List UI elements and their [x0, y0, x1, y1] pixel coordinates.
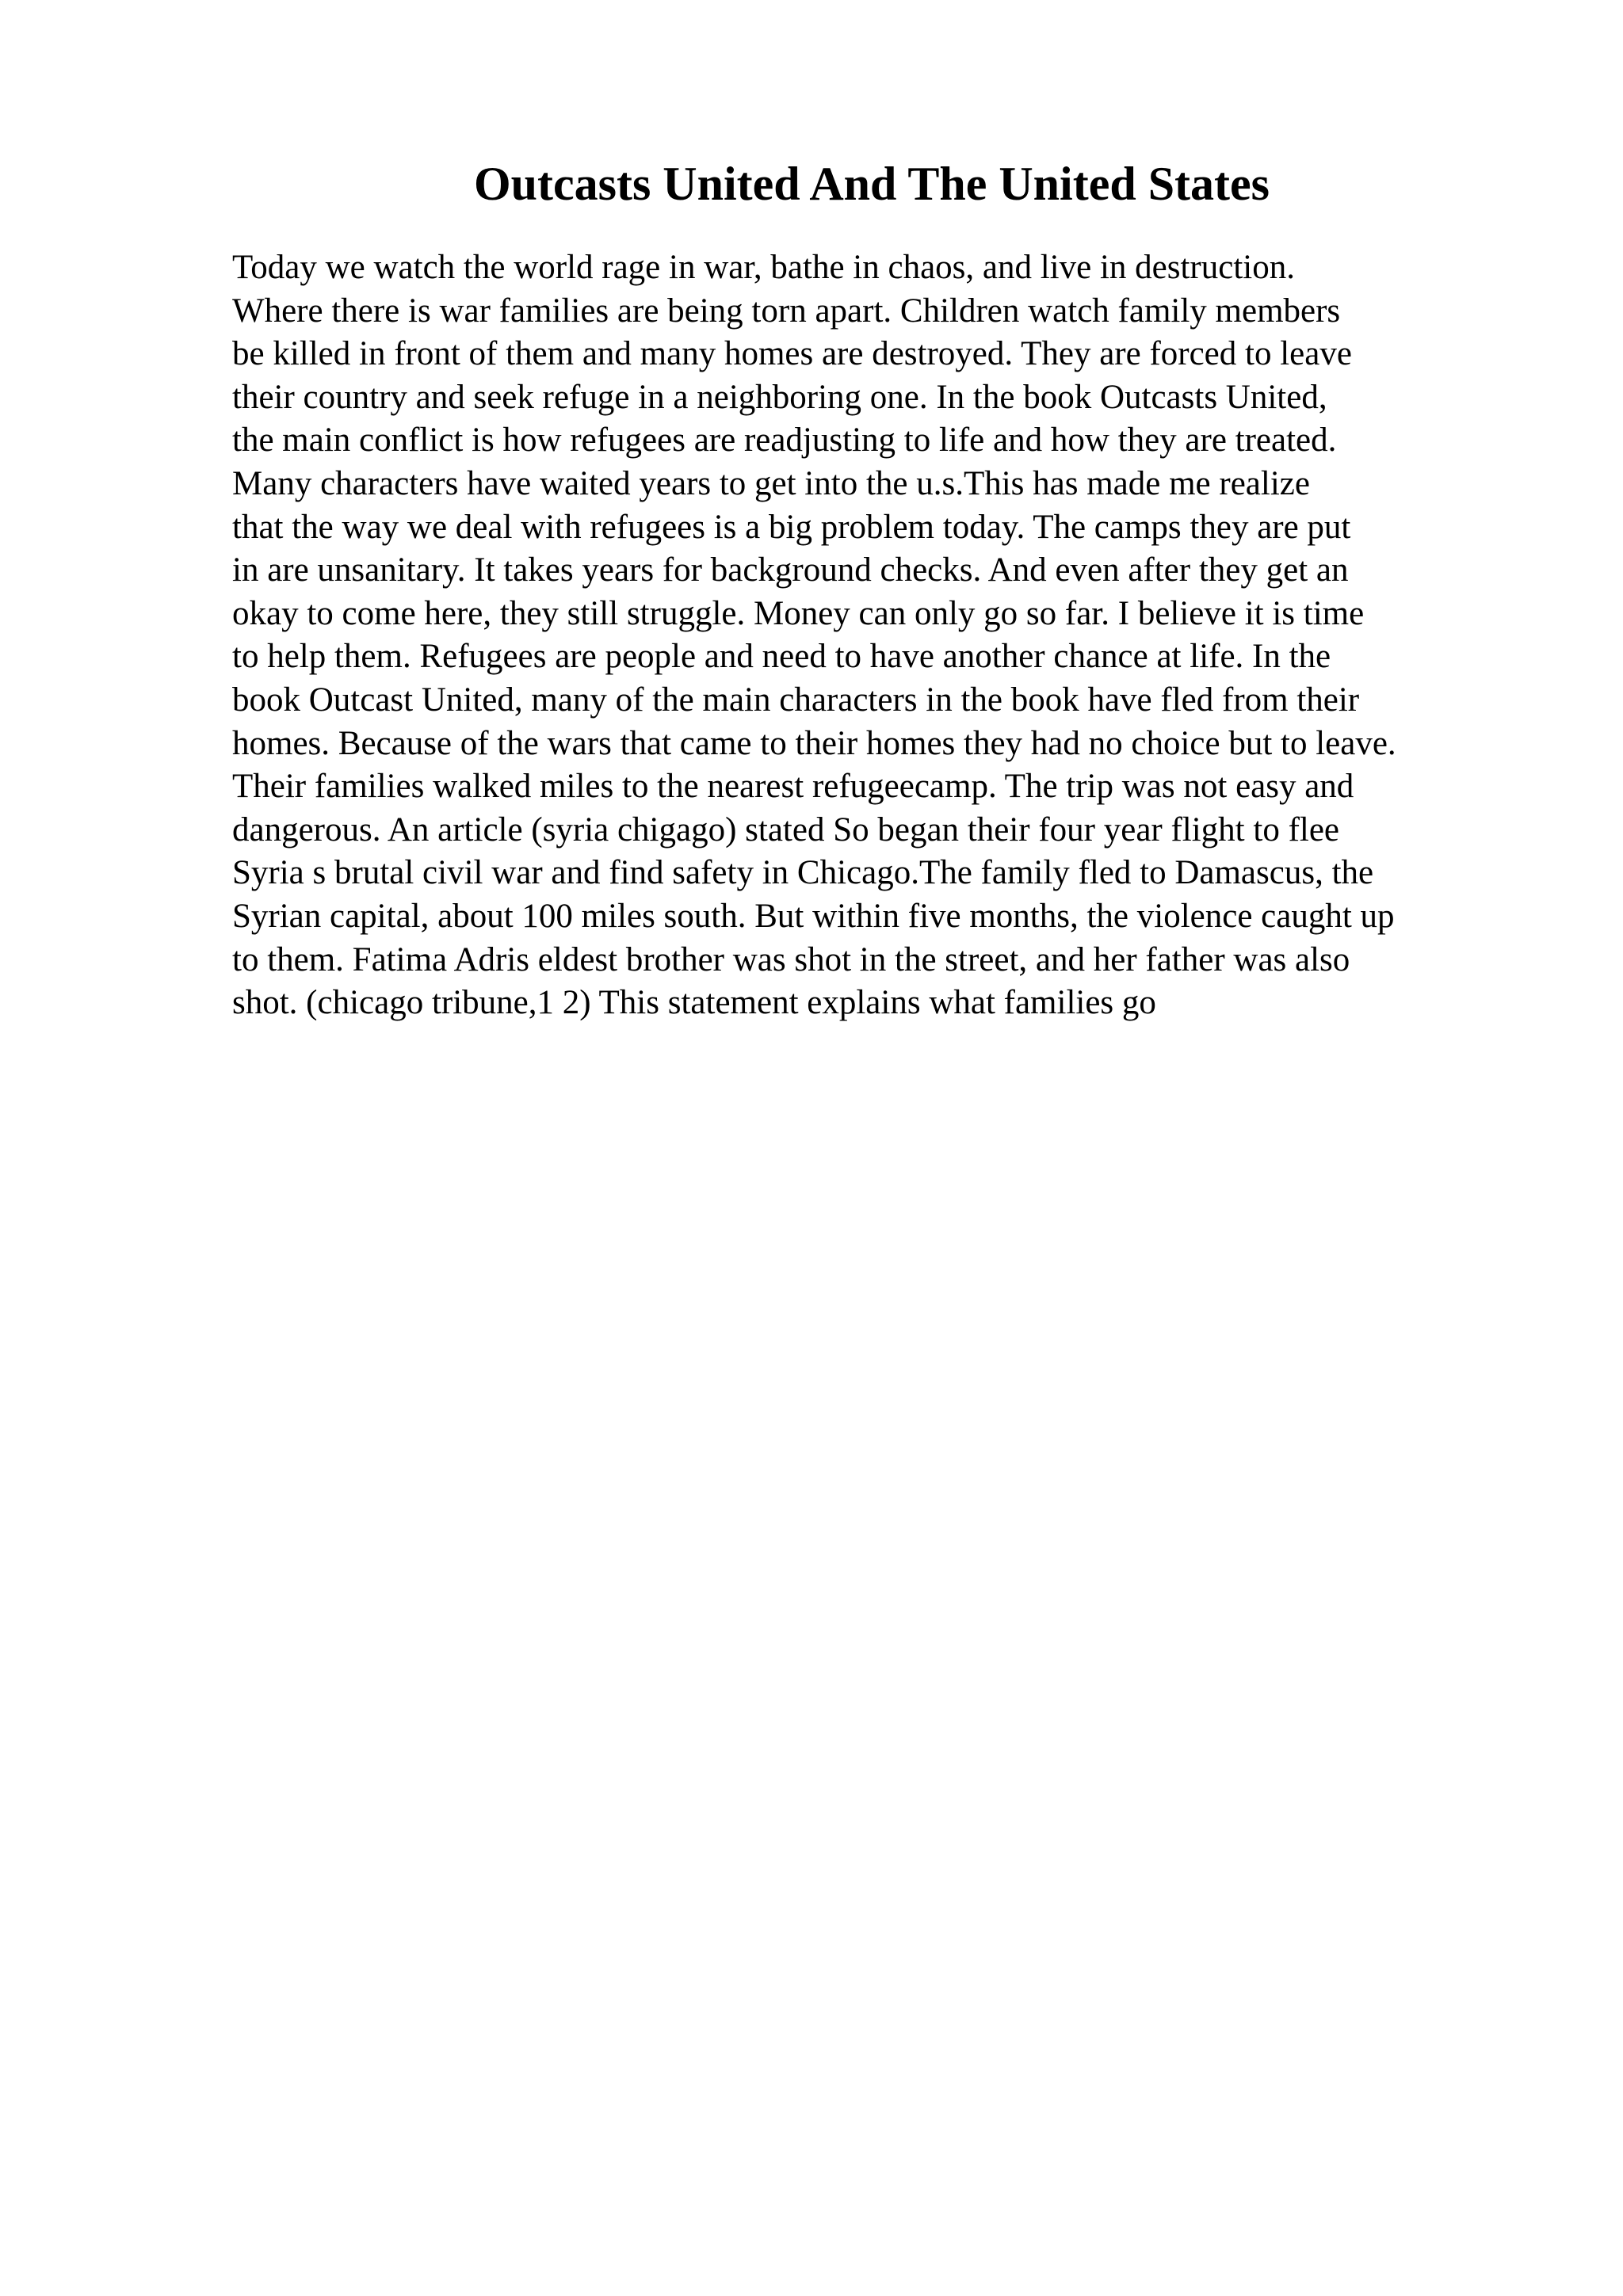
- body-line: their country and seek refuge in a neighboring one. In the book Outcasts United,: [232, 378, 1327, 416]
- body-line: Today we watch the world rage in war, bathe in chaos, and live in destruction.: [232, 249, 1295, 286]
- body-line: Where there is war families are being torn apart. Children watch family members: [232, 292, 1341, 330]
- body-line: dangerous. An article (syria chigago) stated So began their four year flight to flee: [232, 810, 1340, 849]
- body-line: Syrian capital, about 100 miles south. But within five months, the violence caught up: [232, 897, 1395, 935]
- body-line: to them. Fatima Adris eldest brother was shot in the street, and her father was also: [232, 940, 1350, 978]
- body-line: that the way we deal with refugees is a big problem today. The camps they are put: [232, 508, 1351, 546]
- body-line: Syria s brutal civil war and find safety in Chicago.The family fled to Damascus, the: [232, 854, 1374, 892]
- document-title: Outcasts United And The United States: [473, 158, 1270, 210]
- body-line: Their families walked miles to the nearest refugeecamp. The trip was not easy and: [232, 768, 1354, 806]
- body-line: homes. Because of the wars that came to their homes they had no choice but to leave.: [232, 724, 1396, 762]
- body-line: to help them. Refugees are people and need to have another chance at life. In the: [232, 638, 1331, 676]
- body-line: book Outcast United, many of the main characters in the book have fled from their: [232, 681, 1360, 719]
- body-line: shot. (chicago tribune,1 2) This statement explains what families go: [232, 984, 1156, 1022]
- body-line: Many characters have waited years to get into the u.s.This has made me realize: [232, 464, 1310, 502]
- body-line: in are unsanitary. It takes years for background checks. And even after they get an: [232, 551, 1349, 589]
- body-line: okay to come here, they still struggle. Money can only go so far. I believe it is time: [232, 594, 1365, 632]
- document-body: [232, 246, 1396, 1025]
- body-line: be killed in front of them and many homes are destroyed. They are forced to leave: [232, 335, 1352, 373]
- body-line: the main conflict is how refugees are readjusting to life and how they are treated.: [232, 421, 1337, 460]
